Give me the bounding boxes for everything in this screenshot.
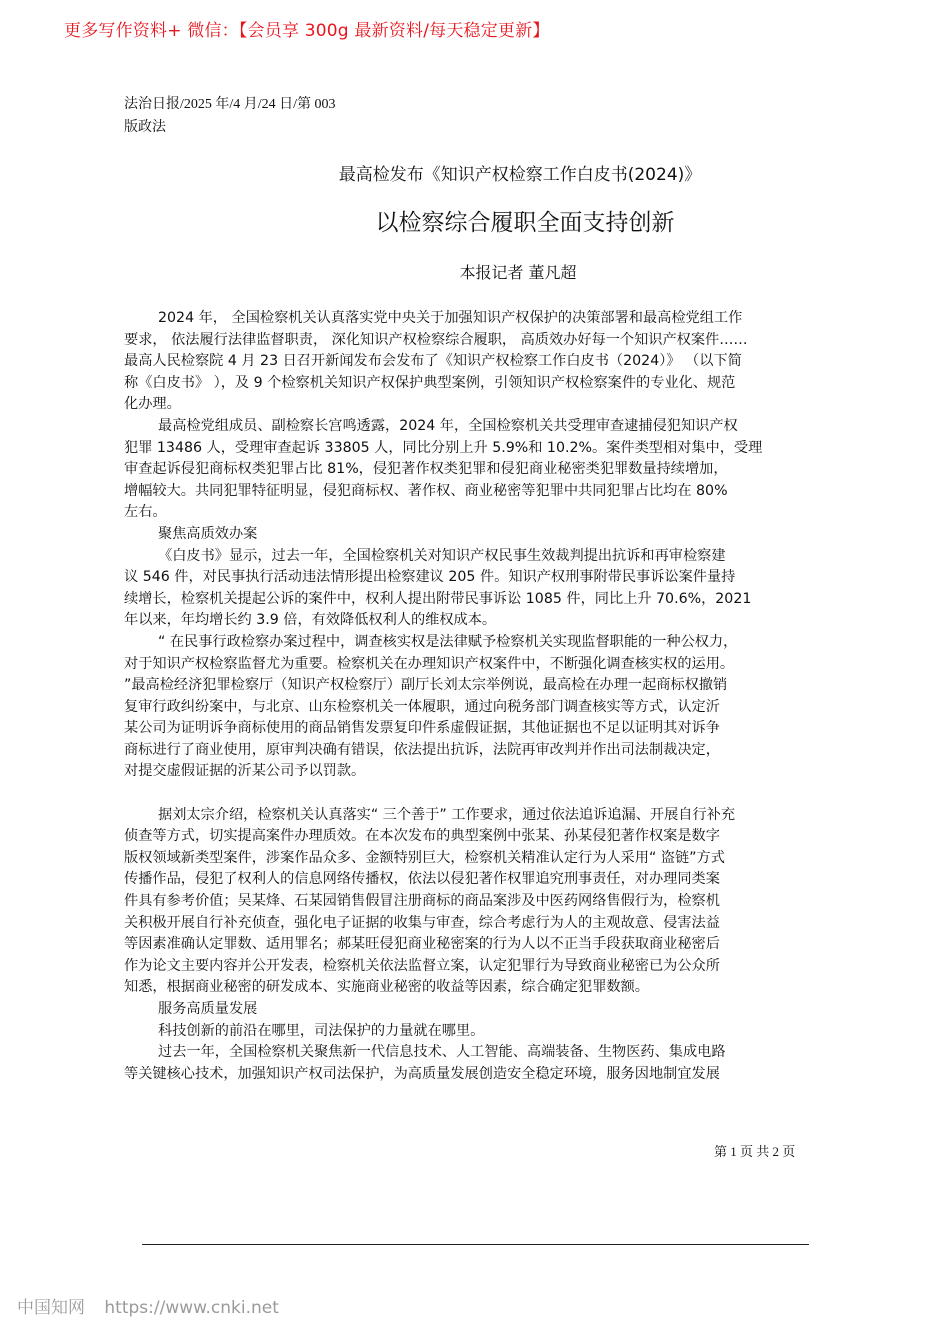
source-meta (124, 94, 336, 138)
footer-url[interactable]: https://www.cnki.net (104, 1298, 279, 1318)
article-line: 件具有参考价值；吴某烽、石某园销售假冒注册商标的商品案涉及中医药网络售假行为，检察机 (124, 893, 720, 910)
article-body (124, 308, 834, 1085)
article-line: 传播作品，侵犯了权利人的信息网络传播权，依法以侵犯著作权罪追究刑事责任，对办理同类案 (124, 871, 720, 888)
article-line: “ 在民事行政检察办案过程中，调查核实权是法律赋予检察机关实现监督职能的一种公权力， (158, 633, 738, 650)
article-line: 知悉，根据商业秘密的研发成本、实施商业秘密的收益等因素，综合确定犯罪数额。 (124, 979, 649, 996)
article-line: 商标进行了商业使用，原审判决确有错误，依法提出抗诉，法院再审改判并作出司法制裁决定， (124, 741, 720, 758)
footer-brand: 中国知网 (17, 1298, 85, 1318)
article-line: 左右。 (124, 504, 167, 521)
article-line: 关积极开展自行补充侦查，强化电子证据的收集与审查，综合考虑行为人的主观故意、侵害法益 (124, 914, 720, 931)
section-line: 版政法 (124, 119, 166, 135)
article-subtitle: 最高检发布《知识产权检察工作白皮书(2024)》 (338, 165, 702, 185)
article-line: 增幅较大。共同犯罪特征明显，侵犯商标权、著作权、商业秘密等犯罪中共同犯罪占比均在 80% (124, 482, 728, 499)
article-line: 版权领域新类型案件，涉案作品众多、金额特别巨大，检察机关精准认定行为人采用“ 盗链”方式 (124, 849, 725, 866)
article-line: 侦查等方式，切实提高案件办理质效。在本次发布的典型案例中张某、孙某侵犯著作权案是数字 (124, 828, 720, 845)
footer-divider (142, 1244, 809, 1245)
article-line: 据刘太宗介绍，检察机关认真落实“ 三个善于” 工作要求，通过依法追诉追漏、开展自行补充 (158, 806, 736, 823)
page-number: 第 1 页 共 2 页 (714, 1144, 796, 1159)
source-line: 法治日报/2025 年/4 月/24 日/第 003 (124, 97, 336, 112)
article-line: 对提交虚假证据的沂某公司予以罚款。 (124, 763, 366, 780)
article-line: 科技创新的前沿在哪里，司法保护的力量就在哪里。 (158, 1022, 485, 1039)
paragraph-gap (124, 783, 834, 805)
article-byline: 本报记者 董凡超 (459, 263, 577, 282)
article-line: 最高人民检察院 4 月 23 日召开新闻发布会发布了《知识产权检察工作白皮书（2024）》 （以下简 (124, 353, 742, 370)
article-line: ”最高检经济犯罪检察厅（知识产权检察厅）副厅长刘太宗举例说，最高检在办理一起商标权撤销 (124, 677, 728, 694)
article-line: 年以来，年均增长约 3.9 倍，有效降低权利人的维权成本。 (124, 612, 497, 629)
footer-watermark (17, 1293, 293, 1318)
article-line: 作为论文主要内容并公开发表，检察机关依法监督立案，认定犯罪行为导致商业秘密已为公众所 (124, 957, 720, 974)
article-line: 等关键核心技术，加强知识产权司法保护，为高质量发展创造安全稳定环境，服务因地制宜发展 (124, 1065, 720, 1082)
article-title: 以检察综合履职全面支持创新 (375, 210, 675, 236)
article-line: 要求， 依法履行法律监督职责， 深化知识产权检察综合履职， 高质效办好每一个知识产权案件…… (124, 331, 748, 348)
article-line: 过去一年，全国检察机关聚焦新一代信息技术、人工智能、高端装备、生物医药、集成电路 (158, 1044, 726, 1061)
article-line: 审查起诉侵犯商标权类犯罪占比 81%，侵犯著作权类犯罪和侵犯商业秘密类犯罪数量持续增加， (124, 461, 728, 478)
article-line: 2024 年， 全国检察机关认真落实党中央关于加强知识产权保护的决策部署和最高检党组工作 (158, 310, 743, 326)
article-line: 续增长，检察机关提起公诉的案件中，权利人提出附带民事诉讼 1085 件，同比上升 70.6%，2021 (124, 590, 752, 607)
article-line: 称《白皮书》 ），及 9 个检察机关知识产权保护典型案例，引领知识产权检察案件的专业化、规范 (124, 374, 736, 391)
article-line: 议 546 件，对民事执行活动违法情形提出检察建议 205 件。知识产权刑事附带民事诉讼案件量持 (124, 569, 736, 586)
article-line: 服务高质量发展 (158, 1001, 258, 1017)
article-line: 聚焦高质效办案 (158, 525, 258, 542)
promo-banner: 更多写作资料+ 微信：【会员享 300g 最新资料/每天稳定更新】 (64, 21, 550, 41)
article-line: 犯罪 13486 人，受理审查起诉 33805 人，同比分别上升 5.9%和 10.2%。案件类型相对集中，受理 (124, 439, 763, 456)
article-line: 等因素准确认定罪数、适用罪名；郝某旺侵犯商业秘密案的行为人以不正当手段获取商业秘密后 (124, 936, 720, 953)
article-line: 《白皮书》显示，过去一年，全国检察机关对知识产权民事生效裁判提出抗诉和再审检察建 (158, 547, 726, 564)
article-line: 最高检党组成员、副检察长宫鸣透露，2024 年，全国检察机关共受理审查逮捕侵犯知识产权 (158, 417, 738, 434)
article-line: 对于知识产权检察监督尤为重要。检察机关在办理知识产权案件中，不断强化调查核实权的运用。 (124, 655, 735, 672)
article-line: 复审行政纠纷案中，与北京、山东检察机关一体履职，通过向税务部门调查核实等方式，认定沂 (124, 698, 720, 715)
article-line: 某公司为证明诉争商标使用的商品销售发票复印件系虚假证据，其他证据也不足以证明其对诉争 (124, 720, 720, 737)
article-line: 化办理。 (124, 396, 181, 413)
